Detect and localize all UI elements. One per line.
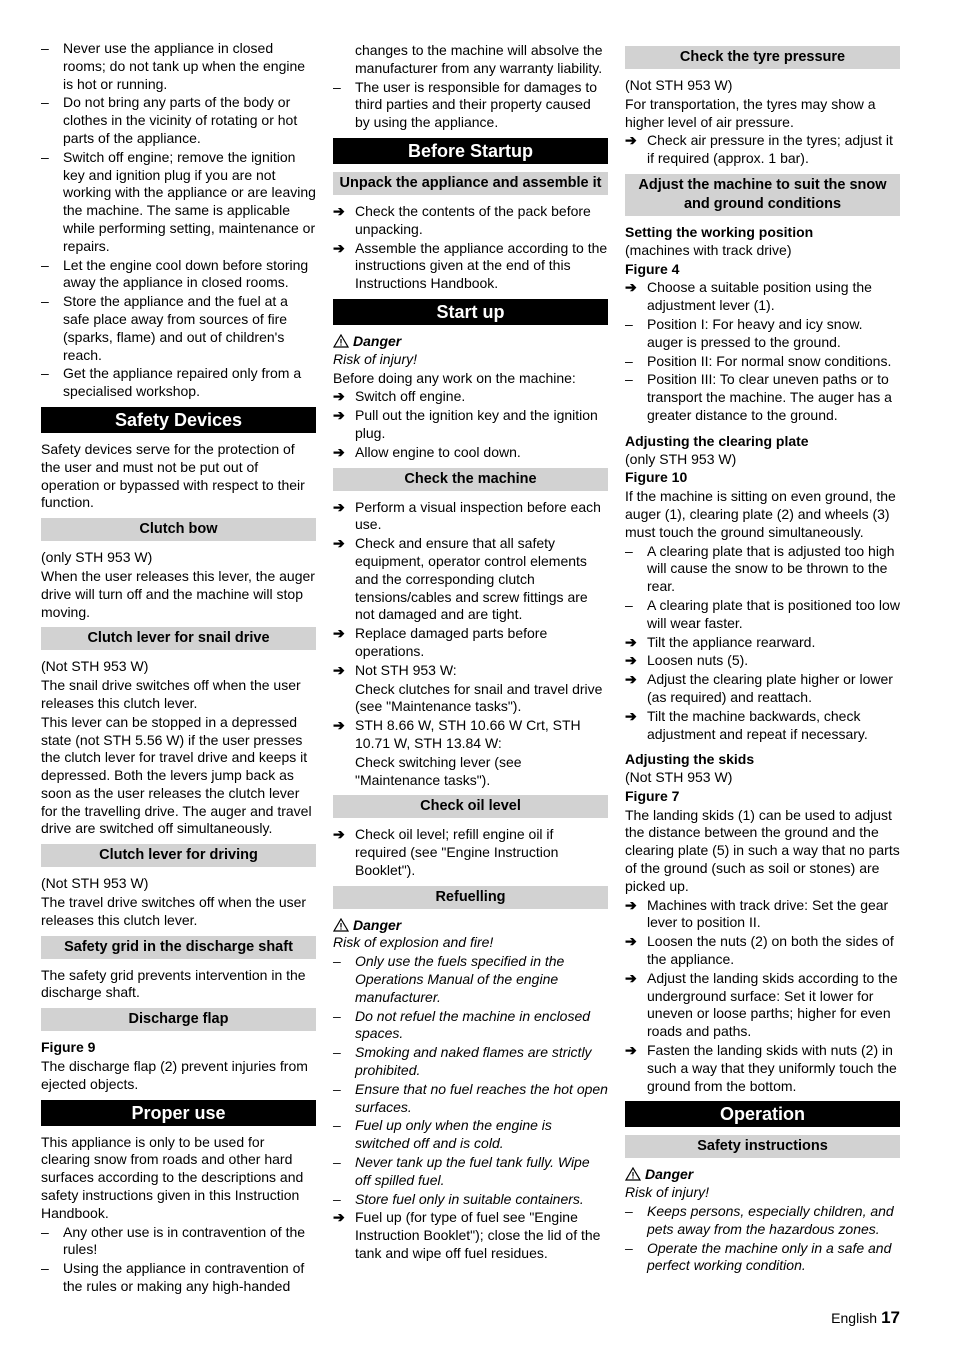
warning-triangle-icon [333, 918, 349, 932]
action-item [625, 671, 900, 707]
subheading-adjust-machine: Adjust the machine to suit the snow and ground conditions [625, 174, 900, 216]
list-item [625, 316, 900, 352]
subheading-clutch-bow: Clutch bow [41, 518, 316, 541]
list-text: Switch off engine; remove the ignition key and ignition plug if you are not working with the appliance or are leaving the machine. The same is applicable while performing setting, maintenance or repairs. [63, 148, 316, 254]
arrow-icon: ➔ [625, 652, 637, 669]
list-text: Fuel up only when the engine is switched off and is cold. [355, 1117, 552, 1152]
dash-marker: – [333, 953, 341, 970]
list-text: Check and ensure that all safety equipment, operator control elements and the corresponding clutch tensions/cables and screw fittings are not damaged and are tight. [355, 535, 588, 623]
paragraph: Check clutches for snail and travel drive (see "Maintenance tasks"). [355, 680, 603, 715]
dash-marker: – [625, 1239, 633, 1256]
list-item [333, 79, 608, 132]
action-item [333, 240, 608, 293]
list-text: Never use the appliance in closed rooms; do not tank up when the engine is hot or running. [63, 40, 306, 92]
note: (Not STH 953 W) [625, 77, 733, 93]
list-text: Never tank up the fuel tank fully. Wipe off spilled fuel. [355, 1154, 590, 1188]
action-item [333, 717, 608, 753]
dash-marker: – [41, 148, 49, 165]
list-text: Operate the machine only in a safe and perfect working condition. [647, 1239, 892, 1274]
warning-triangle-icon [625, 1167, 641, 1181]
arrow-icon: ➔ [625, 633, 637, 650]
arrow-icon: ➔ [333, 535, 345, 552]
paragraph: For transportation, the tyres may show a higher level of air pressure. [625, 95, 876, 130]
arrow-icon: ➔ [625, 1042, 637, 1059]
arrow-icon: ➔ [333, 443, 345, 460]
dash-marker: – [41, 40, 49, 56]
dash-marker: – [625, 596, 633, 613]
list-item [41, 1224, 316, 1260]
paragraph: Before doing any work on the machine: [333, 369, 576, 386]
subsection-title: Adjusting the clearing plate [625, 432, 809, 449]
paragraph: Safety devices serve for the protection of the user and must not be put out of operation or bypassed with respect to their function. [41, 440, 305, 511]
paragraph: Check switching lever (see "Maintenance tasks"). [355, 753, 522, 788]
subheading-safety-instructions: Safety instructions [625, 1135, 900, 1158]
list-item [333, 1154, 608, 1190]
list-text: Only use the fuels specified in the Operations Manual of the engine manufacturer. [355, 953, 565, 1005]
note: (only STH 953 W) [625, 450, 737, 467]
list-item [41, 365, 316, 401]
arrow-icon: ➔ [333, 388, 345, 405]
action-item [333, 1209, 608, 1262]
action-item [625, 132, 900, 168]
list-item [333, 1191, 608, 1209]
action-item [625, 1042, 900, 1095]
list-text: Allow engine to cool down. [355, 443, 521, 460]
list-text: Check air pressure in the tyres; adjust it if required (approx. 1 bar). [647, 132, 893, 167]
list-item [625, 371, 900, 424]
list-text: Not STH 953 W: [355, 661, 457, 678]
dash-marker: – [333, 1007, 341, 1024]
column-1 [41, 40, 316, 1297]
list-item [41, 40, 316, 93]
list-text: Fasten the landing skids with nuts (2) in such a way that they uniformly touch the ground from the bottom. [647, 1042, 897, 1094]
list-text: Choose a suitable position using the adjustment lever (1). [647, 279, 872, 314]
list-text: Adjust the clearing plate higher or lower (as required) and reattach. [647, 671, 893, 705]
action-item [625, 279, 900, 315]
paragraph: When the user releases this lever, the auger drive will turn off and the machine will stop moving. [41, 567, 315, 620]
arrow-icon: ➔ [625, 279, 637, 296]
action-item [625, 634, 900, 652]
section-heading-operation: Operation [625, 1101, 900, 1127]
risk-text: Risk of explosion and fire! [333, 934, 494, 951]
arrow-icon: ➔ [625, 671, 637, 688]
list-text: Fuel up (for type of fuel see "Engine Instruction Booklet"); close the lid of the tank and wipe off fuel residues. [355, 1209, 601, 1262]
dash-marker: – [625, 1203, 633, 1220]
action-item [333, 535, 608, 624]
action-item [625, 970, 900, 1041]
action-item [333, 203, 608, 239]
danger-label [333, 333, 608, 351]
dash-marker: – [333, 1044, 341, 1061]
list-text: Position III: To clear uneven paths or to transport the machine. The auger has a greater distance to the ground. [647, 371, 892, 423]
danger-text: Danger [353, 916, 402, 933]
subheading-check-oil: Check oil level [333, 795, 608, 818]
list-text: Let the engine cool down before storing away the appliance in closed rooms. [63, 256, 309, 291]
paragraph: The travel drive switches off when the user releases this clutch lever. [41, 894, 307, 928]
figure-ref: Figure 7 [625, 787, 680, 804]
subheading-snail-lever: Clutch lever for snail drive [41, 627, 316, 650]
list-text: Keeps persons, especially children, and pets away from the hazardous zones. [647, 1203, 894, 1237]
dash-marker: – [41, 1223, 49, 1240]
action-item [625, 933, 900, 969]
list-text: Loosen nuts (5). [647, 652, 749, 669]
subheading-check-machine: Check the machine [333, 468, 608, 491]
column-3 [625, 46, 900, 1276]
list-item [41, 293, 316, 364]
dash-marker: – [333, 1117, 341, 1134]
list-text: Pull out the ignition key and the ignition plug. [355, 407, 598, 441]
page-number: 17 [881, 1308, 900, 1327]
list-item [625, 1203, 900, 1239]
list-text: Smoking and naked flames are strictly prohibited. [355, 1044, 592, 1079]
figure-ref: Figure 4 [625, 260, 680, 277]
list-item [625, 1240, 900, 1276]
list-text: A clearing plate that is positioned too low will wear faster. [647, 596, 900, 631]
list-text: The user is responsible for damages to third parties and their property caused by using the appliance. [355, 78, 598, 131]
danger-text: Danger [645, 1166, 694, 1183]
subheading-discharge-flap: Discharge flap [41, 1008, 316, 1031]
arrow-icon: ➔ [333, 1209, 345, 1226]
arrow-icon: ➔ [333, 826, 345, 843]
list-item [41, 149, 316, 256]
risk-text: Risk of injury! [625, 1184, 710, 1201]
action-item [333, 625, 608, 661]
subsection-title: Adjusting the skids [625, 751, 755, 768]
page-footer [831, 1308, 900, 1328]
list-text: A clearing plate that is adjusted too high will cause the snow to be thrown to the rear. [647, 542, 895, 595]
list-text: Adjust the landing skids according to the underground surface: Set it lower for uneven or loose parths; higher for even roads and paths. [647, 969, 898, 1040]
action-item [333, 444, 608, 462]
paragraph: The safety grid prevents intervention in the discharge shaft. [41, 966, 306, 1001]
paragraph: If the machine is sitting on even ground, the auger (1), clearing plate (2) and wheels (3) must touch the ground simultaneously. [625, 488, 896, 540]
risk-text: Risk of injury! [333, 350, 418, 367]
section-heading-before-startup: Before Startup [333, 138, 608, 164]
list-text: Switch off engine. [355, 388, 466, 405]
list-text: Position II: For normal snow conditions. [647, 352, 892, 369]
list-text: Check oil level; refill engine oil if required (see "Engine Instruction Booklet"). [355, 826, 559, 878]
list-text: Tilt the machine backwards, check adjustment and repeat if necessary. [647, 707, 868, 742]
arrow-icon: ➔ [333, 717, 345, 734]
list-text: Store fuel only in suitable containers. [355, 1190, 584, 1207]
section-heading-proper-use: Proper use [41, 1100, 316, 1126]
dash-marker: – [625, 542, 633, 559]
list-text: Do not bring any parts of the body or clothes in the vicinity of rotating or hot parts of the appliance. [63, 94, 298, 146]
arrow-icon: ➔ [625, 933, 637, 950]
paragraph: This lever can be stopped in a depressed state (not STH 5.56 W) if the user presses the clutch lever for travel drive and keeps it depressed. Both the levers jump back as soon as the user releases the clutch lever for the travelling drive. The auger and travel drive are switched off simultaneously. [41, 713, 312, 837]
subsection-title: Setting the working position [625, 223, 814, 240]
subheading-safety-grid: Safety grid in the discharge shaft [41, 936, 316, 959]
dash-marker: – [625, 315, 633, 332]
list-item [333, 1008, 608, 1044]
list-text: Replace damaged parts before operations. [355, 625, 548, 659]
list-item [41, 257, 316, 293]
arrow-icon: ➔ [333, 625, 345, 642]
list-text: Tilt the appliance rearward. [647, 633, 816, 650]
section-heading-start-up: Start up [333, 299, 608, 325]
danger-label [333, 917, 608, 935]
list-item [625, 543, 900, 596]
note: (Not STH 953 W) [41, 875, 149, 892]
action-item [333, 407, 608, 443]
list-text: Assemble the appliance according to the instructions given at the end of this Instructions Handbook. [355, 239, 608, 292]
list-item [333, 1117, 608, 1153]
paragraph: This appliance is only to be used for clearing snow from roads and other hard surfaces according to the descriptions and safety instructions given in this Instruction Handbook. [41, 1133, 304, 1221]
list-text: Using the appliance in contravention of the rules or making any high-handed [63, 1260, 305, 1295]
list-text: Check the contents of the pack before unpacking. [355, 202, 591, 237]
list-text: Any other use is in contravention of the rules! [63, 1223, 306, 1258]
dash-marker: – [333, 1154, 341, 1171]
section-heading-safety-devices: Safety Devices [41, 407, 316, 433]
list-text: Position I: For heavy and icy snow. auger is pressed to the ground. [647, 315, 863, 350]
danger-text: Danger [353, 332, 402, 349]
list-text: Perform a visual inspection before each use. [355, 498, 601, 533]
dash-marker: – [333, 1080, 341, 1097]
paragraph: changes to the machine will absolve the manufacturer from any warranty liability. [355, 42, 603, 76]
action-item [333, 826, 608, 879]
action-item [625, 897, 900, 933]
arrow-icon: ➔ [333, 239, 345, 256]
list-text: STH 8.66 W, STH 10.66 W Crt, STH 10.71 W, STH 13.84 W: [355, 717, 581, 751]
action-item [333, 662, 608, 680]
note: (only STH 953 W) [41, 549, 153, 566]
dash-marker: – [625, 352, 633, 369]
note: (Not STH 953 W) [625, 769, 733, 786]
action-item [625, 652, 900, 670]
figure-ref: Figure 9 [41, 1039, 96, 1056]
subheading-unpack: Unpack the appliance and assemble it [333, 172, 608, 195]
paragraph: The landing skids (1) can be used to adjust the distance between the ground and the clearing plate (5) in such a way that no parts of the ground (such as soil or stones) are picked up. [625, 806, 900, 894]
list-text: Get the appliance repaired only from a specialised workshop. [63, 365, 302, 400]
dash-marker: – [41, 1260, 49, 1277]
list-text: Machines with track drive: Set the gear lever to position II. [647, 896, 889, 931]
arrow-icon: ➔ [333, 407, 345, 424]
list-text: Do not refuel the machine in enclosed spaces. [355, 1007, 591, 1042]
dash-marker: – [41, 365, 49, 382]
dash-marker: – [333, 78, 341, 95]
list-item [625, 597, 900, 633]
subheading-driving-lever: Clutch lever for driving [41, 844, 316, 867]
action-item [333, 499, 608, 535]
subheading-refuelling: Refuelling [333, 886, 608, 909]
arrow-icon: ➔ [333, 498, 345, 515]
footer-language: English [831, 1310, 878, 1326]
subheading-tyre-pressure: Check the tyre pressure [625, 46, 900, 69]
dash-marker: – [41, 94, 49, 111]
arrow-icon: ➔ [625, 132, 637, 149]
list-item [625, 353, 900, 371]
action-item [333, 388, 608, 406]
list-text: Ensure that no fuel reaches the hot open surfaces. [355, 1080, 608, 1115]
list-item [333, 953, 608, 1006]
arrow-icon: ➔ [625, 969, 637, 986]
note: (machines with track drive) [625, 241, 792, 258]
action-item [625, 708, 900, 744]
list-item [333, 1081, 608, 1117]
list-item [41, 94, 316, 147]
paragraph: The discharge flap (2) prevent injuries from ejected objects. [41, 1058, 308, 1092]
dash-marker: – [41, 256, 49, 273]
list-item [333, 1044, 608, 1080]
note: (Not STH 953 W) [41, 658, 149, 675]
arrow-icon: ➔ [625, 896, 637, 913]
danger-label [625, 1166, 900, 1184]
list-text: Store the appliance and the fuel at a safe place away from sources of fire (sparks, flame) and out of children's reach. [63, 293, 288, 363]
arrow-icon: ➔ [333, 661, 345, 678]
arrow-icon: ➔ [625, 707, 637, 724]
dash-marker: – [625, 371, 633, 388]
arrow-icon: ➔ [333, 202, 345, 219]
paragraph: The snail drive switches off when the user releases this clutch lever. [41, 677, 301, 711]
dash-marker: – [41, 293, 49, 310]
column-2 [333, 42, 608, 1264]
warning-triangle-icon [333, 334, 349, 348]
list-item [41, 1260, 316, 1296]
figure-ref: Figure 10 [625, 469, 688, 486]
list-text: Loosen the nuts (2) on both the sides of the appliance. [647, 933, 894, 968]
dash-marker: – [333, 1190, 341, 1207]
